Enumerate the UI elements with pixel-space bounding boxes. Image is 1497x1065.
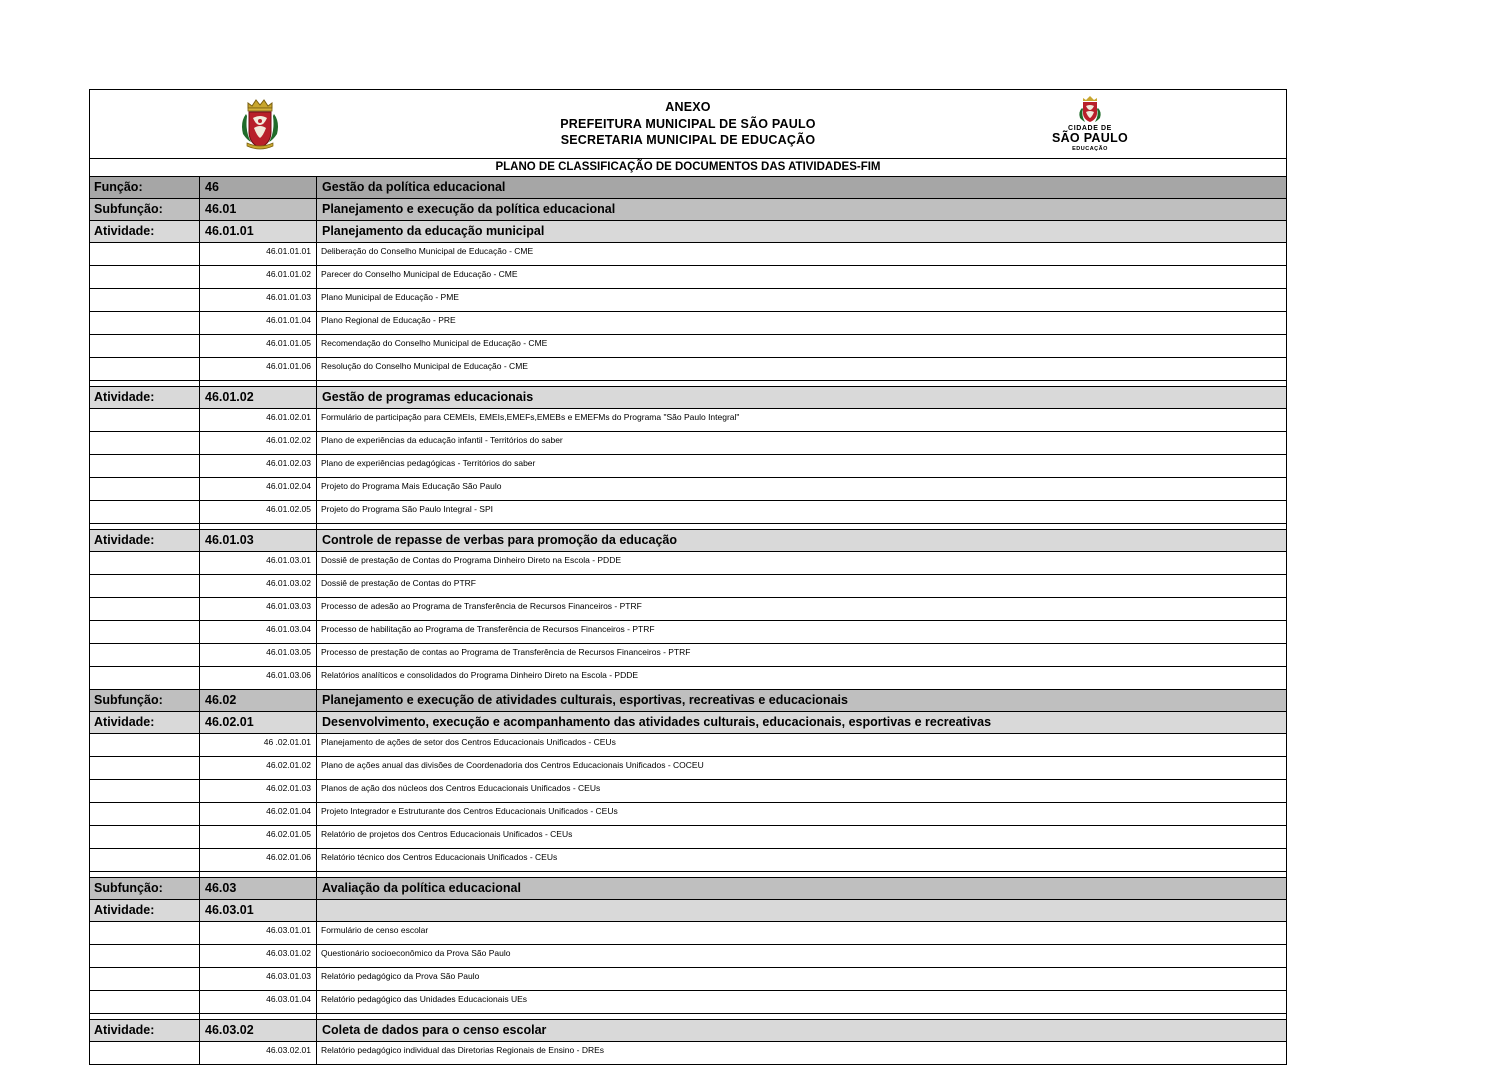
item-code: 46 .02.01.01 [200,734,317,757]
item-label-spacer [90,289,200,312]
document-item-row [90,621,1287,644]
item-label-spacer [90,1042,200,1065]
item-description: Parecer do Conselho Municipal de Educação - CME [317,266,1287,289]
item-description: Projeto do Programa Mais Educação São Paulo [317,478,1287,501]
item-label-spacer [90,358,200,381]
document-item-row [90,945,1287,968]
item-label-spacer [90,598,200,621]
atividade-row [90,1020,1287,1042]
atividade-row [90,387,1287,409]
item-code: 46.01.03.06 [200,667,317,690]
document-item-row [90,358,1287,381]
document-item-row [90,432,1287,455]
item-code: 46.02.01.04 [200,803,317,826]
item-code: 46.02.01.06 [200,849,317,872]
item-label-spacer [90,780,200,803]
plan-title-row [90,159,1287,177]
document-item-row [90,780,1287,803]
item-description: Plano de experiências pedagógicas - Territórios do saber [317,455,1287,478]
item-description: Recomendação do Conselho Municipal de Educação - CME [317,335,1287,358]
document-item-row [90,734,1287,757]
subfuncao-label: Subfunção: [90,690,200,712]
masthead-line-secretaria: SECRETARIA MUNICIPAL DE EDUCAÇÃO [560,133,816,148]
document-item-row [90,478,1287,501]
subfuncao-row [90,199,1287,221]
item-code: 46.01.03.05 [200,644,317,667]
subfuncao-code: 46.03 [200,878,317,900]
item-description: Dossiê de prestação de Contas do PTRF [317,575,1287,598]
subfuncao-row [90,690,1287,712]
item-description: Formulário de censo escolar [317,922,1287,945]
item-description: Plano Municipal de Educação - PME [317,289,1287,312]
item-label-spacer [90,621,200,644]
item-code: 46.01.01.03 [200,289,317,312]
item-label-spacer [90,243,200,266]
item-code: 46.01.01.01 [200,243,317,266]
brand-shield-icon [1077,94,1103,124]
item-code: 46.02.01.05 [200,826,317,849]
brand-line-sao-paulo: SÃO PAULO [1051,131,1129,146]
document-item-row [90,644,1287,667]
atividade-label: Atividade: [90,1020,200,1042]
atividade-description [317,900,1287,922]
item-description: Formulário de participação para CEMEIs, EMEIs,EMEFs,EMEBs e EMEFMs do Programa "São Paulo Integral" [317,409,1287,432]
item-code: 46.02.01.02 [200,757,317,780]
atividade-description: Planejamento da educação municipal [317,221,1287,243]
atividade-code: 46.02.01 [200,712,317,734]
atividade-row [90,712,1287,734]
atividade-description: Coleta de dados para o censo escolar [317,1020,1287,1042]
document-item-row [90,826,1287,849]
item-code: 46.01.02.03 [200,455,317,478]
item-description: Relatórios analíticos e consolidados do Programa Dinheiro Direto na Escola - PDDE [317,667,1287,690]
document-item-row [90,455,1287,478]
item-code: 46.03.02.01 [200,1042,317,1065]
item-description: Processo de prestação de contas ao Programa de Transferência de Recursos Financeiros - PTRF [317,644,1287,667]
item-description: Processo de adesão ao Programa de Transferência de Recursos Financeiros - PTRF [317,598,1287,621]
document-item-row [90,598,1287,621]
document-item-row [90,922,1287,945]
item-label-spacer [90,667,200,690]
atividade-code: 46.01.03 [200,530,317,552]
item-label-spacer [90,945,200,968]
atividade-description: Gestão de programas educacionais [317,387,1287,409]
item-description: Relatório de projetos dos Centros Educacionais Unificados - CEUs [317,826,1287,849]
item-code: 46.01.01.02 [200,266,317,289]
masthead-row [90,90,1287,159]
item-label-spacer [90,803,200,826]
item-description: Questionário socioeconômico da Prova São Paulo [317,945,1287,968]
atividade-code: 46.01.02 [200,387,317,409]
subfuncao-row [90,878,1287,900]
item-description: Projeto Integrador e Estruturante dos Centros Educacionais Unificados - CEUs [317,803,1287,826]
document-item-row [90,968,1287,991]
item-description: Deliberação do Conselho Municipal de Educação - CME [317,243,1287,266]
item-code: 46.01.03.03 [200,598,317,621]
atividade-label: Atividade: [90,900,200,922]
item-description: Relatório pedagógico das Unidades Educacionais UEs [317,991,1287,1014]
document-item-row [90,575,1287,598]
item-label-spacer [90,991,200,1014]
item-code: 46.01.03.01 [200,552,317,575]
atividade-row [90,221,1287,243]
masthead-line-anexo: ANEXO [665,99,711,114]
item-code: 46.03.01.04 [200,991,317,1014]
masthead-titles [560,99,815,150]
item-label-spacer [90,552,200,575]
item-label-spacer [90,478,200,501]
item-code: 46.01.02.05 [200,501,317,524]
masthead-cell [90,90,1287,159]
item-label-spacer [90,968,200,991]
funcao-label: Função: [90,177,200,199]
brasao-sao-paulo-icon [238,94,282,154]
atividade-code: 46.03.02 [200,1020,317,1042]
document-item-row [90,409,1287,432]
item-label-spacer [90,266,200,289]
subfuncao-description: Planejamento e execução de atividades culturais, esportivas, recreativas e educacionais [317,690,1287,712]
item-code: 46.01.02.04 [200,478,317,501]
document-item-row [90,243,1287,266]
document-item-row [90,552,1287,575]
document-item-row [90,501,1287,524]
document-item-row [90,289,1287,312]
atividade-row [90,530,1287,552]
item-label-spacer [90,455,200,478]
brand-line-educacao: EDUCAÇÃO [1072,146,1108,153]
item-code: 46.01.03.02 [200,575,317,598]
item-description: Dossiê de prestação de Contas do Programa Dinheiro Direto na Escola - PDDE [317,552,1287,575]
item-label-spacer [90,312,200,335]
item-label-spacer [90,922,200,945]
funcao-code: 46 [200,177,317,199]
item-description: Relatório pedagógico da Prova São Paulo [317,968,1287,991]
item-label-spacer [90,734,200,757]
document-item-row [90,266,1287,289]
atividade-label: Atividade: [90,387,200,409]
document-item-row [90,312,1287,335]
table-body [90,90,1287,1065]
atividade-code: 46.01.01 [200,221,317,243]
item-code: 46.03.01.03 [200,968,317,991]
atividade-description: Desenvolvimento, execução e acompanhamento das atividades culturais, educacionais, esportivas e recreativas [317,712,1287,734]
document-item-row [90,667,1287,690]
item-code: 46.01.01.06 [200,358,317,381]
item-description: Resolução do Conselho Municipal de Educação - CME [317,358,1287,381]
item-label-spacer [90,826,200,849]
document-item-row [90,335,1287,358]
document-item-row [90,757,1287,780]
masthead [90,90,1286,158]
item-description: Planos de ação dos núcleos dos Centros Educacionais Unificados - CEUs [317,780,1287,803]
item-code: 46.01.02.02 [200,432,317,455]
masthead-line-prefeitura: PREFEITURA MUNICIPAL DE SÃO PAULO [560,116,816,131]
item-description: Processo de habilitação ao Programa de Transferência de Recursos Financeiros - PTRF [317,621,1287,644]
item-code: 46.01.02.01 [200,409,317,432]
brand-line-cidade-de: CIDADE DE [1068,125,1112,132]
subfuncao-label: Subfunção: [90,199,200,221]
item-label-spacer [90,409,200,432]
plan-title: PLANO DE CLASSIFICAÇÃO DE DOCUMENTOS DAS ATIVIDADES-FIM [90,159,1287,177]
item-code: 46.03.01.02 [200,945,317,968]
item-description: Plano de experiências da educação infantil - Territórios do saber [317,432,1287,455]
classification-table [89,89,1287,1065]
item-description: Relatório pedagógico individual das Diretorias Regionais de Ensino - DREs [317,1042,1287,1065]
document-item-row [90,849,1287,872]
item-description: Planejamento de ações de setor dos Centros Educacionais Unificados - CEUs [317,734,1287,757]
subfuncao-description: Planejamento e execução da política educacional [317,199,1287,221]
subfuncao-code: 46.01 [200,199,317,221]
funcao-description: Gestão da política educacional [317,177,1287,199]
atividade-row [90,900,1287,922]
atividade-label: Atividade: [90,221,200,243]
item-code: 46.02.01.03 [200,780,317,803]
item-label-spacer [90,849,200,872]
atividade-label: Atividade: [90,530,200,552]
item-label-spacer [90,432,200,455]
item-code: 46.01.03.04 [200,621,317,644]
subfuncao-description: Avaliação da política educacional [317,878,1287,900]
item-label-spacer [90,644,200,667]
cidade-de-sao-paulo-educacao-logo [1035,94,1145,156]
funcao-row [90,177,1287,199]
item-label-spacer [90,757,200,780]
item-label-spacer [90,575,200,598]
atividade-code: 46.03.01 [200,900,317,922]
subfuncao-label: Subfunção: [90,878,200,900]
atividade-label: Atividade: [90,712,200,734]
atividade-description: Controle de repasse de verbas para promoção da educação [317,530,1287,552]
item-code: 46.03.01.01 [200,922,317,945]
document-item-row [90,1042,1287,1065]
subfuncao-code: 46.02 [200,690,317,712]
item-label-spacer [90,335,200,358]
item-description: Relatório técnico dos Centros Educacionais Unificados - CEUs [317,849,1287,872]
item-description: Plano Regional de Educação - PRE [317,312,1287,335]
item-description: Projeto do Programa São Paulo Integral - SPI [317,501,1287,524]
item-code: 46.01.01.04 [200,312,317,335]
item-label-spacer [90,501,200,524]
item-code: 46.01.01.05 [200,335,317,358]
item-description: Plano de ações anual das divisões de Coordenadoria dos Centros Educacionais Unificados - COCEU [317,757,1287,780]
document-item-row [90,991,1287,1014]
document-item-row [90,803,1287,826]
